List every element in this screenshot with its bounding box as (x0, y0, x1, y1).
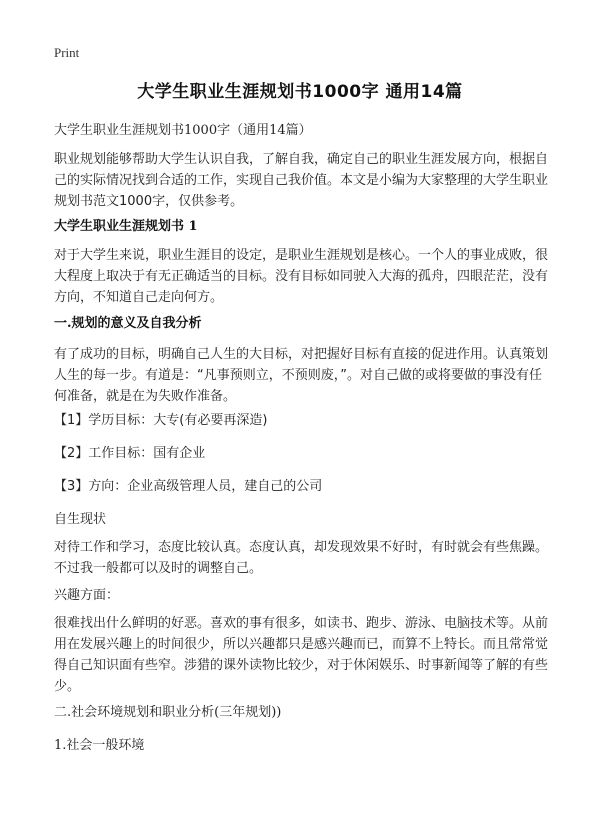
document-title: 大学生职业生涯规划书1000字 通用14篇 (137, 82, 463, 102)
goal-item-work: 【2】工作目标：国有企业 (54, 446, 206, 461)
goal-item-education: 【1】学历目标：大专(有必要再深造) (54, 413, 268, 428)
goal-item-direction: 【3】方向：企业高级管理人员，建自己的公司 (54, 479, 323, 494)
intro-paragraph: 职业规划能够帮助大学生认识自我，了解自我，确定自己的职业生涯发展方向，根据自己的实际情况找到合适的工作，实现自己我价值。本文是小编为大家整理的大学生职业规划书范文1000字，仅供参考。 (54, 152, 549, 209)
interest-label: 兴趣方面： (54, 588, 120, 603)
subheading-social-environment: 1.社会一般环境 (54, 738, 145, 753)
section-heading-2: 二.社会环境规划和职业分析(三年规划)) (54, 705, 282, 720)
section-heading-1: 大学生职业生涯规划书 1 (54, 219, 198, 234)
paragraph-1: 对于大学生来说，职业生涯目的设定，是职业生涯规划是核心。一个人的事业成败，很大程度上取决于有无正确适当的目标。没有目标如同驶入大海的孤舟，四眼茫茫，没有方向，不知道自己走向何方。 (54, 248, 549, 305)
print-link[interactable]: Print (54, 45, 80, 60)
interest-paragraph: 很难找出什么鲜明的好恶。喜欢的事有很多，如读书、跑步、游泳、电脑技术等。从前用在发展兴趣上的时间很少，所以兴趣都只是感兴趣而已，而算不上特长。而且常常觉得自己知识面有些窄。涉猎的课外读物比较少，对于休闲娱乐、时事新闻等了解的有些少。 (54, 616, 549, 694)
subtitle: 大学生职业生涯规划书1000字（通用14篇） (54, 123, 312, 138)
status-label: 自生现状 (54, 512, 107, 527)
subheading-self-analysis: 一.规划的意义及自我分析 (54, 316, 202, 331)
status-paragraph: 对待工作和学习，态度比较认真。态度认真，却发现效果不好时，有时就会有些焦躁。不过我一般都可以及时的调整自己。 (54, 540, 549, 576)
paragraph-2: 有了成功的目标，明确自己人生的大目标，对把握好目标有直接的促进作用。认真策划人生的每一步。有道是：“凡事预则立，不预则废，”。对自己做的或将要做的事没有任何准备，就是在为失败作准备。 (54, 347, 549, 404)
